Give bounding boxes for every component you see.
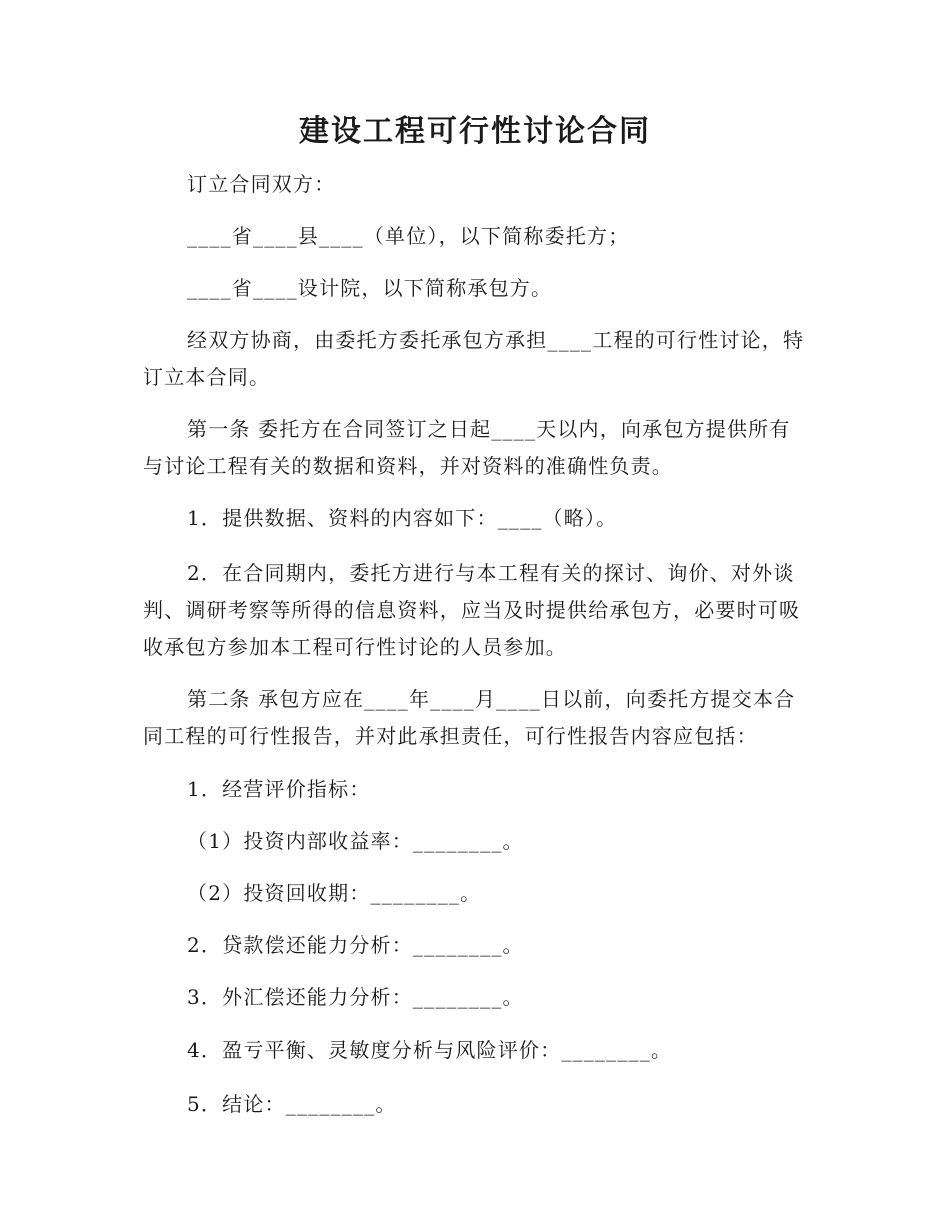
paragraph-article-2-item-1: 1．经营评价指标： — [187, 777, 371, 801]
paragraph-article-1-item-1: 1．提供数据、资料的内容如下：____（略）。 — [187, 506, 618, 530]
paragraph-article-2-item-5: 5．结论：________。 — [187, 1092, 397, 1116]
paragraph-article-2-item-1-sub-2: （2）投资回收期：________。 — [187, 881, 482, 905]
paragraph-article-2-item-2: 2．贷款偿还能力分析：________。 — [187, 933, 524, 957]
paragraph-article-2-item-1-sub-1: （1）投资内部收益率：________。 — [187, 829, 524, 853]
paragraph-article-2-item-3: 3．外汇偿还能力分析：________。 — [187, 985, 524, 1009]
paragraph-article-1-item-2: 2．在合同期内，委托方进行与本工程有关的探讨、询价、对外谈判、调研考察等所得的信息资料，应当及时提供给承包方，必要时可吸收承包方参加本工程可行性讨论的人员参加。 — [143, 561, 801, 659]
paragraph-parties-intro: 订立合同双方： — [187, 172, 336, 196]
paragraph-article-1: 第一条 委托方在合同签订之日起____天以内，向承包方提供所有与讨论工程有关的数据和资料，并对资料的准确性负责。 — [143, 417, 791, 478]
paragraph-agreement: 经双方协商，由委托方委托承包方承担____工程的可行性讨论，特订立本合同。 — [143, 328, 805, 389]
paragraph-article-2: 第二条 承包方应在____年____月____日以前，向委托方提交本合同工程的可行性报告，并对此承担责任，可行性报告内容应包括： — [143, 687, 796, 748]
paragraph-client: ____省____县____（单位），以下简称委托方； — [187, 224, 630, 248]
paragraph-contractor: ____省____设计院，以下简称承包方。 — [187, 276, 553, 300]
document-title: 建设工程可行性讨论合同 — [299, 114, 651, 149]
paragraph-article-2-item-4: 4．盈亏平衡、灵敏度分析与风险评价：________。 — [187, 1038, 673, 1062]
